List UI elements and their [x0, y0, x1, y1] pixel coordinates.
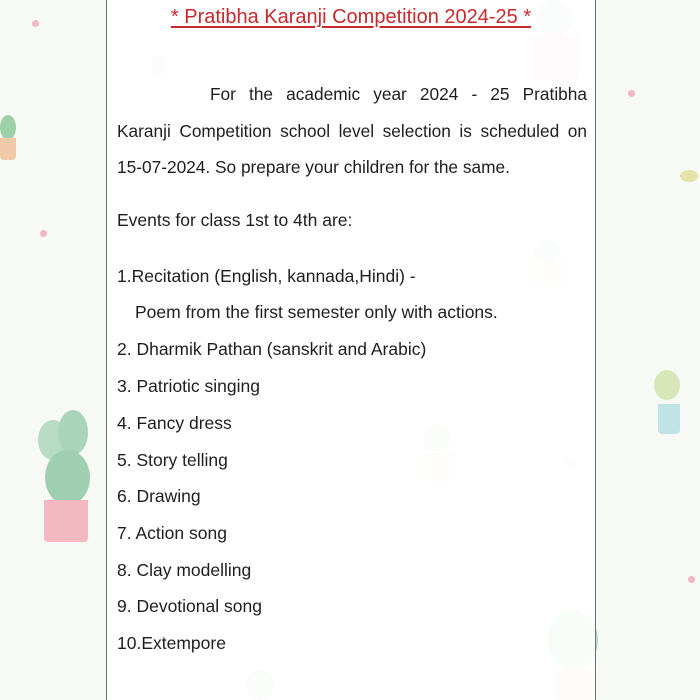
pink-dot-icon: [688, 576, 695, 583]
event-item: 9. Devotional song: [117, 596, 262, 616]
leaf-icon: [680, 170, 700, 190]
event-item: 1.Recitation (English, kannada,Hindi) -: [117, 266, 416, 286]
succulent-icon: [0, 110, 20, 170]
notice-sheet: [106, 0, 596, 700]
event-item: 10.Extempore: [117, 633, 226, 653]
event-item: 6. Drawing: [117, 486, 201, 506]
notice-title: * Pratibha Karanji Competition 2024-25 *: [170, 6, 532, 28]
event-item: 2. Dharmik Pathan (sanskrit and Arabic): [117, 339, 427, 359]
event-item-detail: Poem from the first semester only with actions.: [135, 302, 498, 322]
pink-dot-icon: [628, 90, 635, 97]
intro-text: For the academic year 2024 - 25 Pratibha Karanji Competition school level selection is scheduled on 15-07-2024. So prepare your children for the same.: [117, 84, 587, 177]
hanging-plant-icon: [650, 370, 690, 440]
event-item: 7. Action song: [117, 523, 227, 543]
event-item: 3. Patriotic singing: [117, 376, 260, 396]
cactus-plant-icon: [30, 410, 100, 550]
event-item: 4. Fancy dress: [117, 413, 232, 433]
event-item: 5. Story telling: [117, 450, 228, 470]
event-item: 8. Clay modelling: [117, 560, 252, 580]
intro-paragraph: [117, 76, 587, 186]
pink-dot-icon: [32, 20, 39, 27]
pink-dot-icon: [40, 230, 47, 237]
events-heading: Events for class 1st to 4th are:: [117, 210, 353, 230]
